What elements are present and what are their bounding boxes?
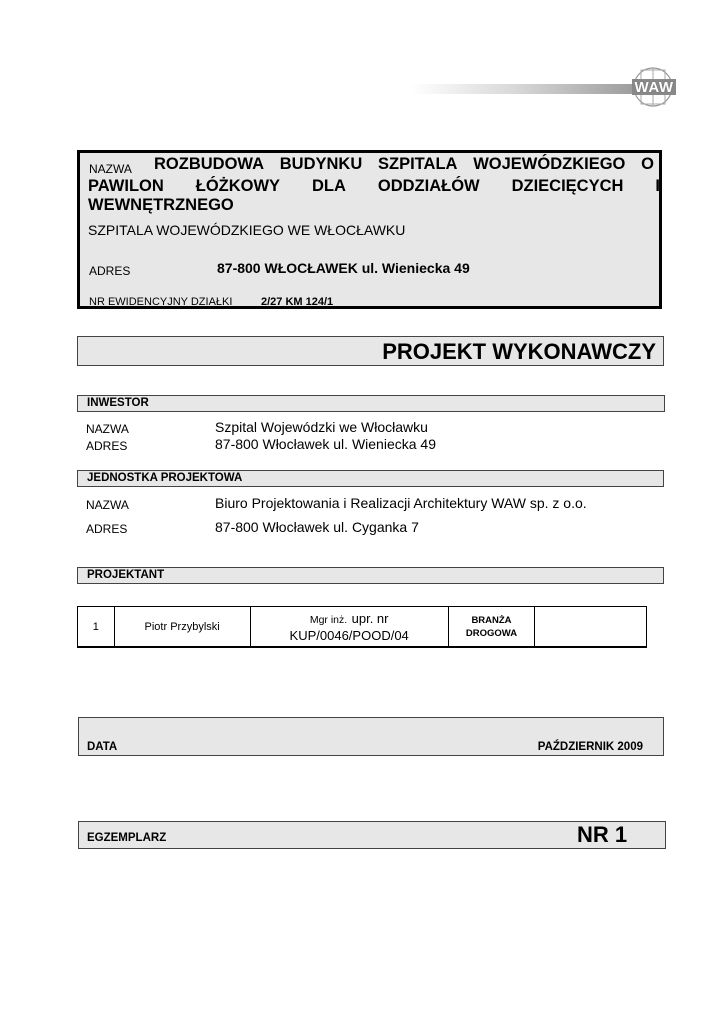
- project-name-word: SZPITALA: [378, 155, 458, 173]
- investor-address-value: 87-800 Włocławek ul. Wieniecka 49: [215, 436, 436, 452]
- designer-title-large: upr. nr: [351, 610, 389, 626]
- design-unit-section-title: JEDNOSTKA PROJEKTOWA: [87, 472, 243, 484]
- date-label: DATA: [87, 741, 118, 753]
- name-label: NAZWA: [89, 162, 132, 176]
- investor-name-label: NAZWA: [86, 422, 129, 436]
- copy-number: NR 1: [577, 822, 628, 847]
- investor-name-value: Szpital Wojewódzki we Włocławku: [215, 419, 428, 435]
- project-name-line-1: [154, 155, 654, 174]
- branch-line-1: BRANŻA: [471, 615, 512, 626]
- copy-box: [78, 821, 666, 849]
- investor-address-label: ADRES: [86, 439, 128, 453]
- project-type-box: [77, 336, 664, 366]
- designer-qualification: [250, 607, 448, 648]
- designer-section-header: [77, 567, 664, 584]
- design-unit-name-label: NAZWA: [86, 498, 129, 512]
- parcel-number-value: 2/27 KM 124/1: [261, 296, 334, 308]
- project-name-line-2: [88, 177, 660, 196]
- address-label: ADRES: [89, 264, 131, 278]
- project-type-title: PROJEKT WYKONAWCZY: [382, 339, 656, 364]
- table-row: [78, 607, 647, 648]
- designer-license-number: KUP/0046/POOD/04: [289, 627, 409, 643]
- designer-section-title: PROJEKTANT: [87, 569, 165, 581]
- address-value: 87-800 WŁOCŁAWEK ul. Wieniecka 49: [217, 260, 470, 276]
- project-name-word: I: [655, 177, 660, 195]
- design-unit-address-value: 87-800 Włocławek ul. Cyganka 7: [215, 519, 419, 535]
- design-unit-address-label: ADRES: [86, 522, 128, 536]
- design-unit-name-value: Biuro Projektowania i Realizacji Architektury WAW sp. z o.o.: [215, 495, 587, 511]
- investor-section-header: [77, 395, 665, 412]
- parcel-number-label: NR EWIDENCYJNY DZIAŁKI: [89, 296, 233, 308]
- project-name-word: BUDYNKU: [279, 155, 363, 173]
- designer-table: [77, 606, 647, 648]
- date-value: PAŹDZIERNIK 2009: [537, 741, 643, 753]
- designer-number: 1: [78, 607, 115, 648]
- project-header-box: [77, 150, 662, 309]
- branch-line-2: DROGOWA: [465, 628, 518, 639]
- designer-branch: [448, 607, 535, 648]
- designer-name: Piotr Przybylski: [114, 607, 250, 648]
- design-unit-section-header: [77, 470, 664, 487]
- investor-section-title: INWESTOR: [87, 397, 149, 409]
- date-box: [78, 717, 664, 756]
- logo-text: WAW: [634, 79, 674, 96]
- project-name-word: DZIECIĘCYCH: [511, 177, 624, 195]
- project-name-word: ROZBUDOWA: [154, 155, 264, 173]
- project-name-line-4: SZPITALA WOJEWÓDZKIEGO WE WŁOCŁAWKU: [88, 222, 406, 238]
- project-name-word: DLA: [312, 177, 346, 195]
- project-name-word: ODDZIAŁÓW: [377, 177, 480, 195]
- designer-signature-cell: [535, 607, 647, 648]
- copy-label: EGZEMPLARZ: [87, 832, 167, 844]
- project-name-line-3: WEWNĘTRZNEGO: [88, 196, 234, 214]
- project-name-word: PAWILON: [88, 177, 164, 195]
- project-name-word: ŁÓŻKOWY: [195, 177, 281, 195]
- designer-title-small: Mgr inż.: [309, 613, 348, 626]
- project-name-word: O: [641, 155, 654, 173]
- project-name-word: WOJEWÓDZKIEGO: [473, 155, 626, 173]
